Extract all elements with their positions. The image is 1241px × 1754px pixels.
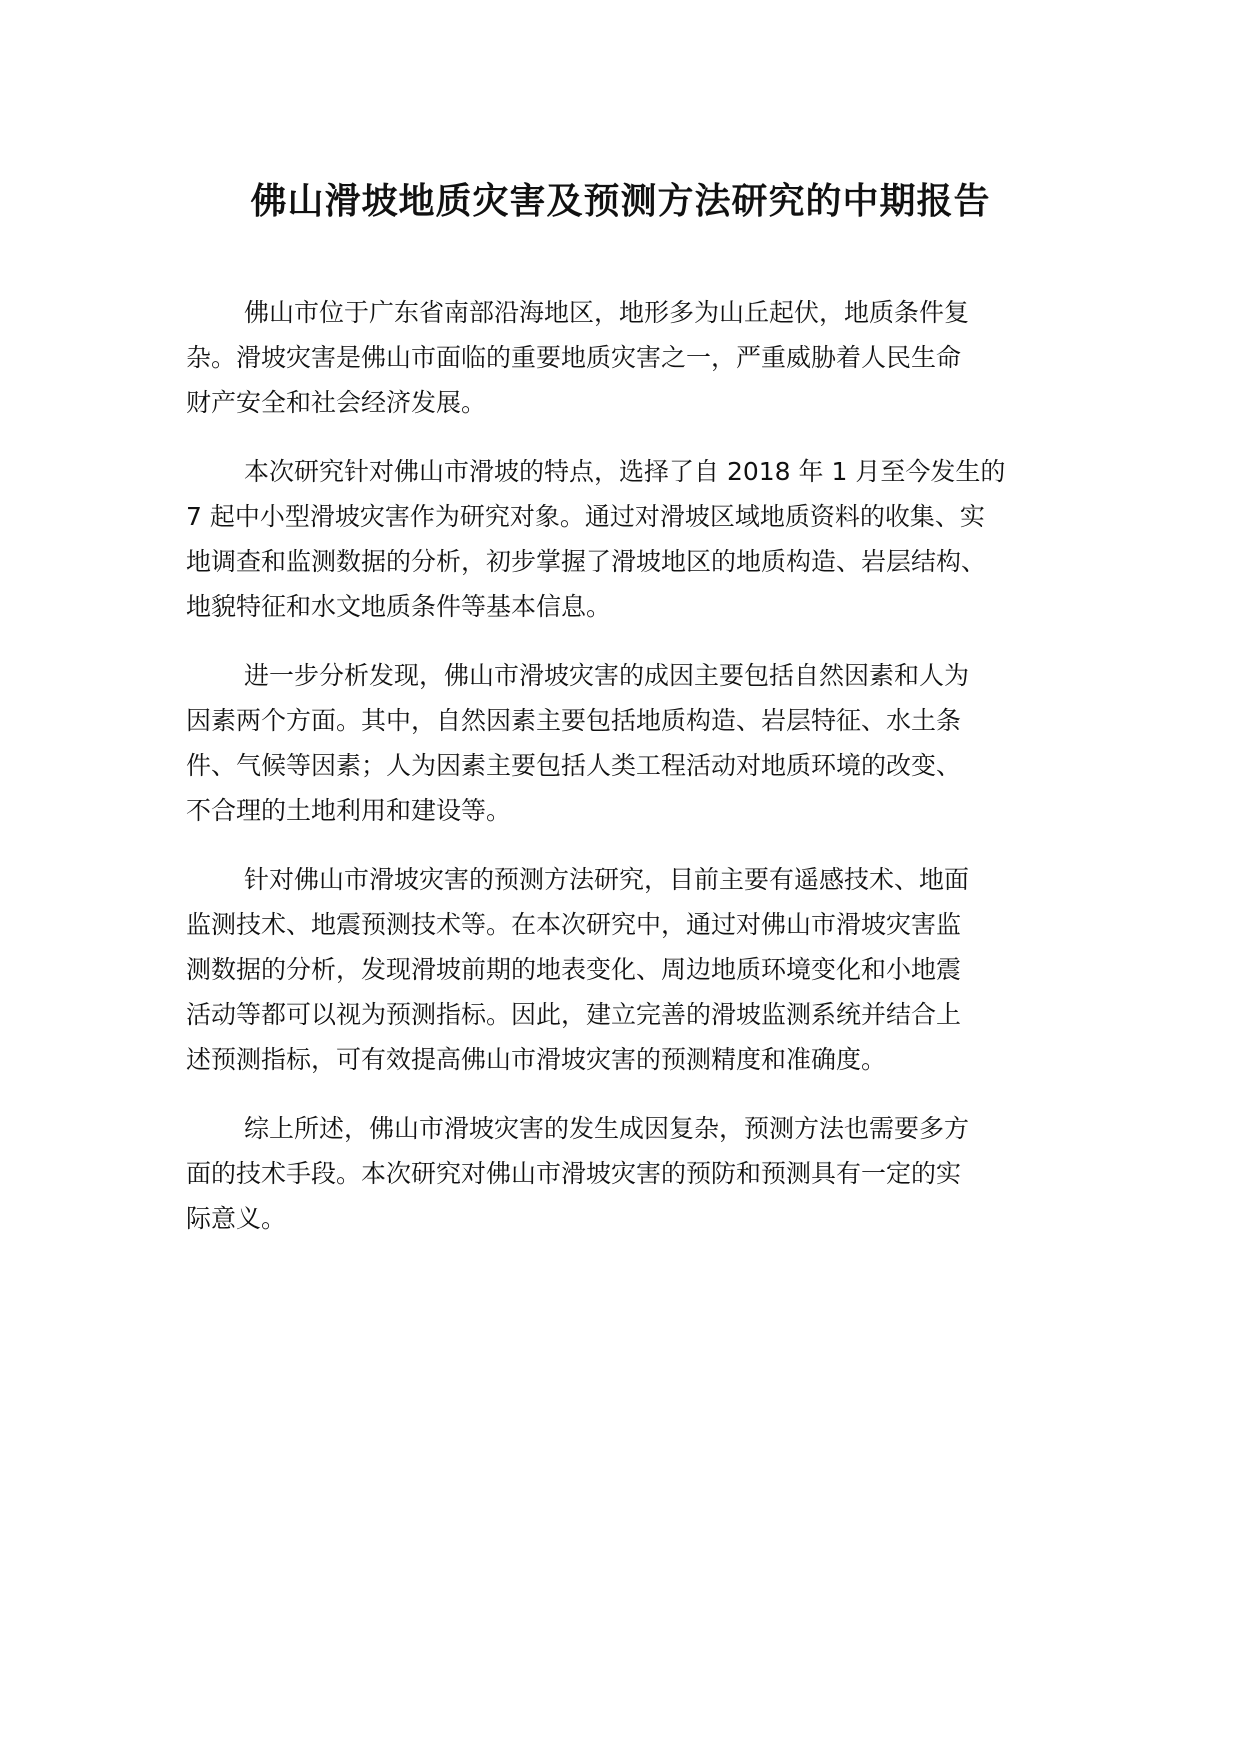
paragraph-3 <box>186 653 1086 833</box>
paragraph-line: 财产安全和社会经济发展。 <box>186 388 487 417</box>
paragraph-1 <box>186 290 1086 425</box>
paragraph-line: 述预测指标，可有效提高佛山市滑坡灾害的预测精度和准确度。 <box>186 1045 887 1074</box>
paragraph-line: 地貌特征和水文地质条件等基本信息。 <box>186 592 612 621</box>
paragraph-line: 因素两个方面。其中，自然因素主要包括地质构造、岩层特征、水土条 <box>186 706 962 735</box>
paragraph-line: 活动等都可以视为预测指标。因此，建立完善的滑坡监测系统并结合上 <box>186 1000 962 1029</box>
paragraph-line: 件、气候等因素；人为因素主要包括人类工程活动对地质环境的改变、 <box>186 751 962 780</box>
paragraph-line: 7 起中小型滑坡灾害作为研究对象。通过对滑坡区域地质资料的收集、实 <box>186 502 985 531</box>
paragraph-line: 不合理的土地利用和建设等。 <box>186 796 512 825</box>
paragraph-line: 综上所述，佛山市滑坡灾害的发生成因复杂，预测方法也需要多方 <box>244 1114 970 1143</box>
paragraph-line: 地调查和监测数据的分析，初步掌握了滑坡地区的地质构造、岩层结构、 <box>186 547 987 576</box>
paragraph-line: 杂。滑坡灾害是佛山市面临的重要地质灾害之一，严重威胁着人民生命 <box>186 343 962 372</box>
paragraph-line: 本次研究针对佛山市滑坡的特点，选择了自 2018 年 1 月至今发生的 <box>244 457 1006 486</box>
document-title: 佛山滑坡地质灾害及预测方法研究的中期报告 <box>250 181 991 222</box>
paragraph-line: 进一步分析发现，佛山市滑坡灾害的成因主要包括自然因素和人为 <box>244 661 970 690</box>
paragraph-line: 际意义。 <box>186 1204 287 1233</box>
paragraph-4 <box>186 857 1086 1082</box>
paragraph-line: 面的技术手段。本次研究对佛山市滑坡灾害的预防和预测具有一定的实 <box>186 1159 962 1188</box>
paragraph-5 <box>186 1106 1086 1241</box>
paragraph-line: 测数据的分析，发现滑坡前期的地表变化、周边地质环境变化和小地震 <box>186 955 962 984</box>
paragraph-line: 针对佛山市滑坡灾害的预测方法研究，目前主要有遥感技术、地面 <box>244 865 970 894</box>
paragraph-line: 佛山市位于广东省南部沿海地区，地形多为山丘起伏，地质条件复 <box>244 298 970 327</box>
paragraph-line: 监测技术、地震预测技术等。在本次研究中，通过对佛山市滑坡灾害监 <box>186 910 962 939</box>
paragraph-2 <box>186 449 1086 629</box>
